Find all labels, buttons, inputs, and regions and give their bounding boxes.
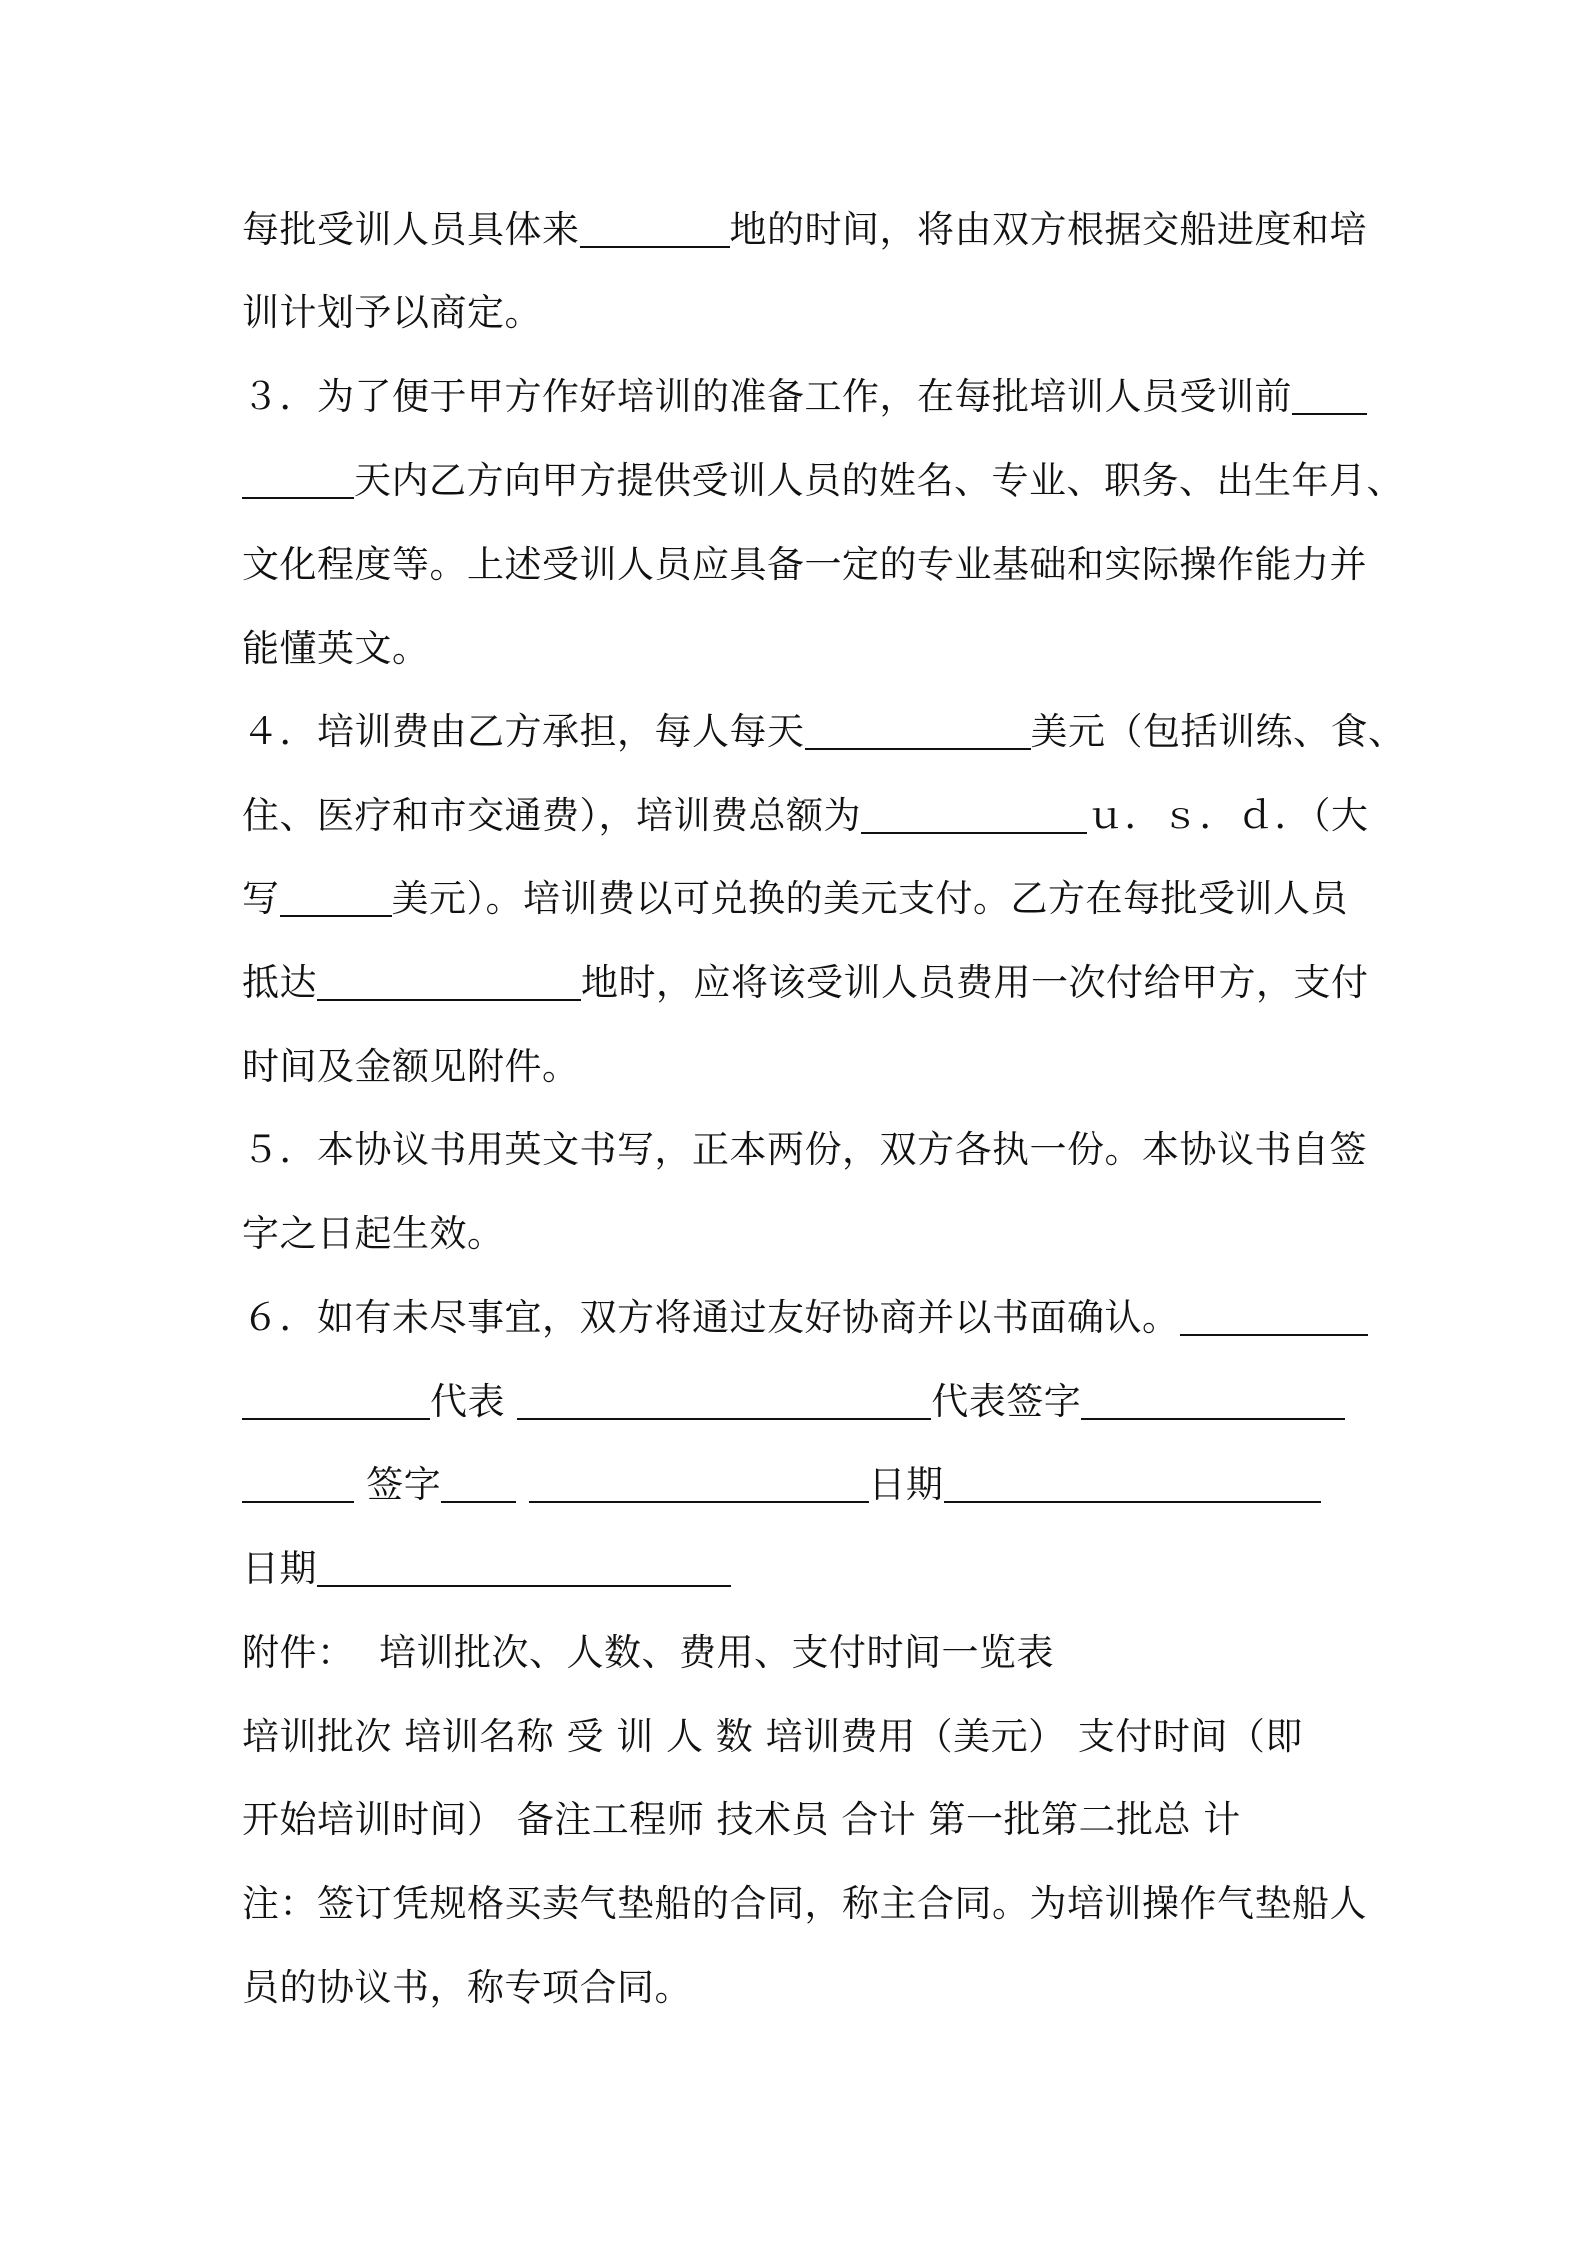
text-segment: 开始培训时间） 备注工程师 技术员 合计 第一批第二批总 计 (242, 1798, 1241, 1841)
text-segment: 附件： 培训批次、人数、费用、支付时间一览表 (242, 1631, 1055, 1674)
text-line (242, 540, 1367, 590)
text-segment: 美元（包括训练、食、 (1030, 710, 1406, 753)
text-line (242, 1712, 1362, 1762)
fill-in-blank[interactable] (1180, 1298, 1368, 1336)
fill-in-blank[interactable] (242, 1465, 354, 1503)
text-segment: 时间及金额见附件。 (242, 1045, 580, 1088)
text-line (242, 1209, 1362, 1259)
text-line (242, 1963, 1362, 2013)
text-segment (516, 1463, 528, 1506)
text-line (242, 1377, 1362, 1427)
text-segment: 签字 (354, 1463, 442, 1506)
fill-in-blank[interactable] (944, 1465, 1321, 1503)
text-segment: ４．培训费由乙方承担，每人每天 (242, 710, 805, 753)
text-segment: 写 (242, 877, 280, 920)
text-segment: ３．为了便于甲方作好培训的准备工作，在每批培训人员受训前 (242, 375, 1292, 418)
text-segment: 抵达 (242, 961, 317, 1004)
text-line (242, 707, 1406, 757)
text-line (242, 372, 1362, 422)
text-line (242, 205, 1367, 255)
fill-in-blank[interactable] (317, 1549, 731, 1587)
text-segment: 美元）。培训费以可兑换的美元支付。乙方在每批受训人员 (391, 877, 1348, 920)
fill-in-blank[interactable] (242, 1382, 430, 1420)
text-segment: 地的时间，将由双方根据交船进度和培 (729, 208, 1367, 251)
fill-in-blank[interactable] (441, 1465, 516, 1503)
text-segment: 天内乙方向甲方提供受训人员的姓名、专业、职务、出生年月、 (354, 459, 1404, 502)
text-segment: 字之日起生效。 (242, 1212, 505, 1255)
fill-in-blank[interactable] (517, 1382, 931, 1420)
fill-in-blank[interactable] (580, 210, 730, 248)
text-segment: 每批受训人员具体来 (242, 208, 580, 251)
text-segment: 注：签订凭规格买卖气垫船的合同，称主合同。为培训操作气垫船人 (242, 1882, 1367, 1925)
text-segment: ｕ．ｓ．ｄ．（大 (1087, 794, 1369, 837)
text-line (242, 791, 1369, 841)
text-line (242, 1795, 1362, 1845)
fill-in-blank[interactable] (861, 796, 1087, 834)
text-line (242, 456, 1404, 506)
text-line (242, 1125, 1367, 1175)
fill-in-blank[interactable] (1292, 377, 1367, 415)
fill-in-blank[interactable] (280, 879, 392, 917)
text-segment: 文化程度等。上述受训人员应具备一定的专业基础和实际操作能力并 (242, 543, 1367, 586)
text-line (242, 1293, 1362, 1343)
text-segment: 员的协议书，称专项合同。 (242, 1966, 692, 2009)
text-segment: 日期 (868, 1463, 944, 1506)
text-segment: 训计划予以商定。 (242, 291, 542, 334)
fill-in-blank[interactable] (242, 461, 354, 499)
text-segment: 住、医疗和市交通费），培训费总额为 (242, 794, 861, 837)
text-segment: 培训批次 培训名称 受 训 人 数 培训费用（美元） 支付时间（即 (242, 1715, 1303, 1758)
text-line (242, 1879, 1367, 1929)
text-line (242, 1042, 1362, 1092)
text-segment: 代表 (430, 1380, 518, 1423)
text-line (242, 958, 1369, 1008)
text-segment: 能懂英文。 (242, 627, 430, 670)
text-segment: 代表签字 (931, 1380, 1082, 1423)
text-segment: ５．本协议书用英文书写，正本两份，双方各执一份。本协议书自签 (242, 1128, 1367, 1171)
fill-in-blank[interactable] (317, 963, 581, 1001)
text-segment: 地时，应将该受训人员费用一次付给甲方，支付 (581, 961, 1369, 1004)
text-segment: ６．如有未尽事宜，双方将通过友好协商并以书面确认。 (242, 1296, 1180, 1339)
text-line (242, 1628, 1362, 1678)
text-line (242, 874, 1362, 924)
fill-in-blank[interactable] (805, 712, 1031, 750)
text-line (242, 288, 1362, 338)
text-line (242, 624, 1362, 674)
text-line (242, 1544, 1362, 1594)
fill-in-blank[interactable] (1081, 1382, 1345, 1420)
text-line (242, 1460, 1362, 1510)
text-segment: 日期 (242, 1547, 317, 1590)
fill-in-blank[interactable] (529, 1465, 869, 1503)
